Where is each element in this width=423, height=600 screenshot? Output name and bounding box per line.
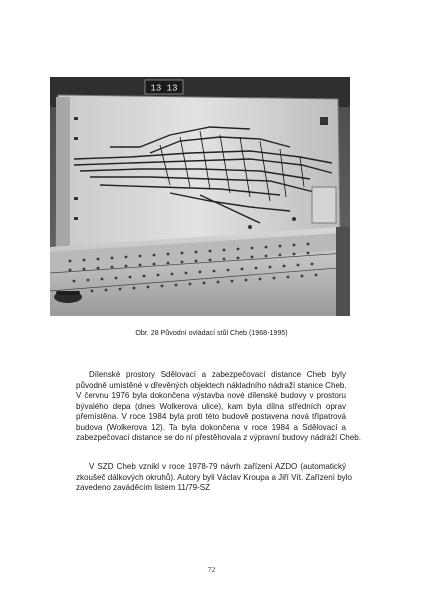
text-line: zavedeno zaváděcím listem 11/79-SZ (76, 483, 211, 492)
text-line: přemístěna. V roce 1984 byla proti této budově postavena nová třípatrová (76, 412, 346, 421)
paragraph-workshop-history (76, 370, 361, 444)
paragraph-azdo (76, 462, 352, 494)
page-number: 72 (207, 565, 216, 574)
text-line: zabezpečovací distance se do ní přestěhovala z výpravní budovy nádraží Cheb. (76, 433, 361, 442)
text-line: původně umístěné v dřevěných objektech nákladního nádraží stanice Cheb. (76, 380, 347, 390)
figure-caption: Obr. 28 Původní ovládací stůl Cheb (1968-1995) (135, 329, 288, 337)
text-line: Dílenské prostory Sdělovací a zabezpečovací distance Cheb byly (89, 370, 346, 379)
panel-clock-digits: 13 13 (150, 83, 178, 94)
text-line: zkoušeč dálkových okruhů). Autory byli Václav Kroupa a Jiří Vít. Zařízení bylo (76, 472, 352, 482)
text-line: budova (Wolkerova 12). Ta byla dokončena v roce 1984 a Sdělovací a (76, 422, 346, 432)
text-line: V SZD Cheb vznikl v roce 1978-79 návrh zařízení AZDO (automatický (89, 462, 346, 471)
text-line: V červnu 1976 byla dokončena výstavba nové dílenské budovy v prostoru (76, 391, 346, 400)
control-desk-photo (50, 77, 350, 316)
text-line: bývalého depa (dnes Wolkerova ulice), kam byla dílna středních oprav (76, 401, 346, 411)
